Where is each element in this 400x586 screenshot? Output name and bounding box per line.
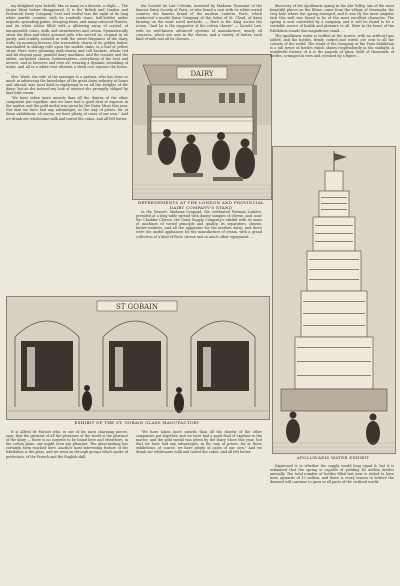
glass-engraving: [6, 296, 270, 420]
paragraph: It is Alfred de Musset who, in one of his most charming pieces, says, that the greatest of all the pleasures of the world is the pleasure of the dairy — there is no surprise to be found here and elsewhere, in the cotton glass, one might even say pleasure. The glass-making has certainly been reached here. Another most interesting feature of the Exhibition is the glass, and we went on through groups which spoke of perfection, of the French and the English skill.: [6, 430, 128, 459]
dairy-engraving: [132, 54, 272, 200]
paragraph: In the Dessert, Madame Crapaud, the celebrated Parisian Laitière, presided at a long table spread with dainty samples of cheese, and, near the Cheddar Cheese, the Dairy Supply Company's exhibit with its mass of machines of varied principle and quality, its separators, churns, butter-workers, and all the apparatus for the modern dairy; and there were the model appliances for the manufacture of cream, with a grand collection of a kind of Paris cheese and so much other equipment. ...: [136, 210, 262, 239]
paragraph: The Apollinaris water is bottled at the source, with no artificial gas added, and the bottles, firmly corked and wired, are sent to all the corners of the world. The stand of the Company at the Paris Exhibition is a tall tower of bottles which shines resplendently in the sunlight. A wonderful feature of it is the pagoda of glass, built of thousands of bottles, arranged in tiers and crowned by a figure. ...: [270, 33, 394, 59]
text-column-3: [270, 4, 394, 144]
paragraph: Expressed is to whether the supply would long equal it; but it is estimated that the spring is capable of yielding 40 million bottles annually. The total number of bottles filled last year is stated to have been upwards of 13 million, and there is every reason to believe the demand will continue to grow in all parts of the civilised world.: [270, 464, 394, 485]
glass-sign-text: ST GOBAIN: [115, 303, 159, 311]
dairy-sign-text: DAIRY: [190, 70, 214, 78]
paragraph: "We have taken more awards than all the dozens of the other companies put together, and we have had a good deal of expense in the matter, and the gold medal was given by the Dairy Show this year. Not that we have had any advantages, in the way of prizes, for at these exhibitions, of course, we have plenty of cases of our own." And we drank our wholesome milk and tasted the cakes, and all felt better.: [6, 96, 128, 121]
text-column-2-top: [136, 4, 262, 52]
apollinaris-caption: APOLLINARIS WATER EXHIBIT: [296, 455, 370, 460]
paragraph: "We have taken more awards than all the dozens of the other companies put together, and we have had a good deal of expense in the matter, and the gold medal was given by the Dairy Show this year. Not that we have had any advantages, in the way of prizes, for at these exhibitions, of course, we have plenty of cases of our own." And we drank our wholesome milk and tasted the cakes, and all felt better.: [136, 430, 262, 455]
text-column-2-mid: [136, 210, 262, 290]
text-column-1-bottom: [6, 430, 128, 580]
glass-caption: EXHIBIT OF THE ST. GOBAIN GLASS MANUFACTORY: [74, 420, 200, 425]
text-column-1: [6, 4, 128, 294]
paragraph: Mrs. Wade, the wife of the manager is a partner, who has done so much in advancing the knowledge of the great dairy industry at home and abroad, was most kind in explaining to us all the delights of the dairy; but as she noticed my look of interest she promptly obliged by that with cream.: [6, 74, 128, 95]
paragraph: discovery of the Apollinaris spring in the Ahr Valley, one of the most beautiful places on the Rhine, came from the village of Neuenahr, the very hole where the spring emerged; and it was by the most singular luck this well was found to be of the most excellent character. The spring is now controlled by a company, and it will be found to be a veritable source of health and pleasure to all. Here in the heart of the Exhibition stands this magnificent stand. ...: [270, 4, 394, 33]
text-column-3-bottom: [270, 464, 394, 580]
apollinaris-engraving: [272, 146, 396, 454]
dairy-caption: REFRESHMENTS AT THE LONDON AND PROVINCIAL DAIRY COMPANY'S STAND: [138, 200, 264, 210]
text-column-2-bottom: [136, 430, 262, 580]
paragraph: the Société du Lait Celestin, invented by Madame Toussaint of the famous Dairy Society of Paris, or who found a seat with its white-coated counter, the famous brand of the modern Laiterie, Paris, which conducted a model Dairy Company of the Salon of St. Cloud, of dairy farming on the most novel methods. — Here is the King across the ocean. "And he is the supporter of the cotton cheese" — Société Law, with its well-known advanced systems of manufacture, nearly all concerns, which are now in the cheese, and a variety of butter, each kind of milk and all its cheeses. ...: [136, 4, 262, 41]
paragraph: my delighted eyes beheld, like so many in a dessert, a slight — The larger bleat before disappeared. It is the British and London and Provincial Dairy Company. Cool and restful was the sight of its long white marble counter, with its roadside tours, hall-bottles under majestic spreading palms, drooping ferns, and many-coloured flowers, and its white tables filled with a glittering array of crystal, of innumerable cakes, milk, and strawberries and cream. Symmetrically stood the blue-and-white gowned girls who served us, virginal in its purity, and crudely scented as with the sweet fragrance of the dairy, wafts on morning breezes (the irresistible charm of its golden butter, marshalled in shining rolls upon the marble slabs, in a leaf of yellow straw. Here were gleaming milk-churns and tall buckets, whose red and fat elegant pans, painted dairy machines, and the counter and the tables, varnished churns, butterworkers—everything of the best and newest, and in between and over all, wearing a dynamic trembling of water, and all in a white tent wherein a sleek cow reposes the horns. ...: [6, 4, 128, 74]
